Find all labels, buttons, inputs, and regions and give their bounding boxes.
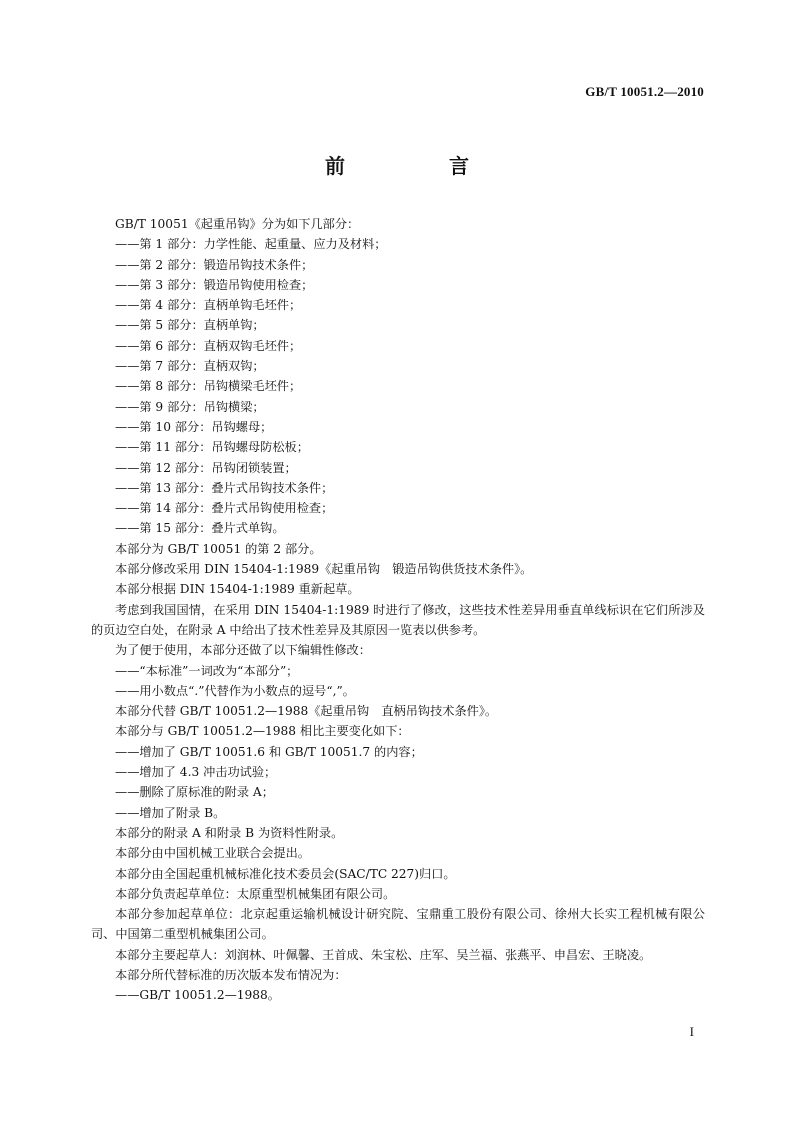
paragraph: 本部分由中国机械工业联合会提出。	[115, 846, 310, 861]
paragraph: 本部分修改采用 DIN 15404-1:1989《起重吊钩 锻造吊钩供货技术条件》。	[115, 562, 533, 577]
paragraph: ——第 7 部分：直柄双钩；	[115, 359, 265, 374]
foreword-body	[91, 214, 705, 1006]
paragraph: 本部分所代替标准的历次版本发布情况为：	[115, 967, 347, 982]
paragraph: ——第 10 部分：吊钩螺母；	[115, 419, 273, 434]
paragraph: ——删除了原标准的附录 A；	[115, 785, 274, 800]
paragraph: ——增加了 GB/T 10051.6 和 GB/T 10051.7 的内容；	[115, 744, 423, 759]
paragraph: ——第 15 部分：叠片式单钩。	[115, 521, 285, 536]
paragraph: ——第 11 部分：吊钩螺母防松板；	[115, 440, 309, 455]
paragraph: ——GB/T 10051.2—1988。	[115, 988, 280, 1003]
paragraph: ——第 8 部分：吊钩横梁毛坯件；	[115, 379, 302, 394]
paragraph: ——第 9 部分：吊钩横梁；	[115, 399, 265, 414]
paragraph: GB/T 10051《起重吊钩》分为如下几部分：	[115, 217, 360, 231]
paragraph: ——第 6 部分：直柄双钩毛坯件；	[115, 338, 302, 353]
paragraph: 本部分与 GB/T 10051.2—1988 相比主要变化如下：	[115, 724, 410, 739]
paragraph: 本部分的附录 A 和附录 B 为资料性附录。	[115, 825, 344, 840]
paragraph: ——增加了附录 B。	[115, 805, 226, 820]
paragraph: 本部分为 GB/T 10051 的第 2 部分。	[115, 541, 322, 556]
paragraph: 本部分由全国起重机械标准化技术委员会(SAC/TC 227)归口。	[115, 866, 456, 881]
paragraph: ——增加了 4.3 冲击功试验；	[115, 765, 277, 780]
paragraph: ——用小数点“.”代替作为小数点的逗号“,”。	[115, 683, 355, 698]
paragraph: 本部分负责起草单位：太原重型机械集团有限公司。	[115, 886, 396, 901]
paragraph: ——第 3 部分：锻造吊钩使用检查；	[115, 277, 314, 292]
paragraph: 本部分根据 DIN 15404-1:1989 重新起草。	[115, 582, 360, 597]
paragraph: ——第 12 部分：吊钩闭锁装置；	[115, 460, 297, 475]
paragraph: ——第 4 部分：直柄单钩毛坯件；	[115, 298, 302, 313]
page-title: 前 言	[325, 154, 511, 178]
page-number: I	[689, 1024, 694, 1039]
paragraph: 考虑到我国国情，在采用 DIN 15404-1:1989 时进行了修改，这些技术性差异用垂直单线标识在它们所涉及的页边空白处，在附录 A 中给出了技术性差异及其原因一览表以供参考。	[91, 602, 705, 637]
paragraph: ——第 13 部分：叠片式吊钩技术条件；	[115, 480, 334, 495]
paragraph: 本部分参加起草单位：北京起重运输机械设计研究院、宝鼎重工股份有限公司、徐州大长实工程机械有限公司、中国第二重型机械集团公司。	[91, 907, 705, 942]
paragraph: ——“本标准”一词改为“本部分”；	[115, 663, 299, 678]
paragraph: ——第 14 部分：叠片式吊钩使用检查；	[115, 501, 334, 516]
paragraph: 本部分代替 GB/T 10051.2—1988《起重吊钩 直柄吊钩技术条件》。	[115, 704, 498, 719]
paragraph: 本部分主要起草人：刘润林、叶佩馨、王首成、朱宝松、庄军、吴兰福、张燕平、申昌宏、王晓凌。	[115, 947, 652, 962]
paragraph: ——第 1 部分：力学性能、起重量、应力及材料；	[115, 237, 387, 252]
standard-code: GB/T 10051.2—2010	[585, 84, 704, 99]
paragraph: ——第 5 部分：直柄单钩；	[115, 318, 265, 333]
paragraph: ——第 2 部分：锻造吊钩技术条件；	[115, 257, 314, 272]
paragraph: 为了便于使用，本部分还做了以下编辑性修改：	[115, 643, 371, 658]
